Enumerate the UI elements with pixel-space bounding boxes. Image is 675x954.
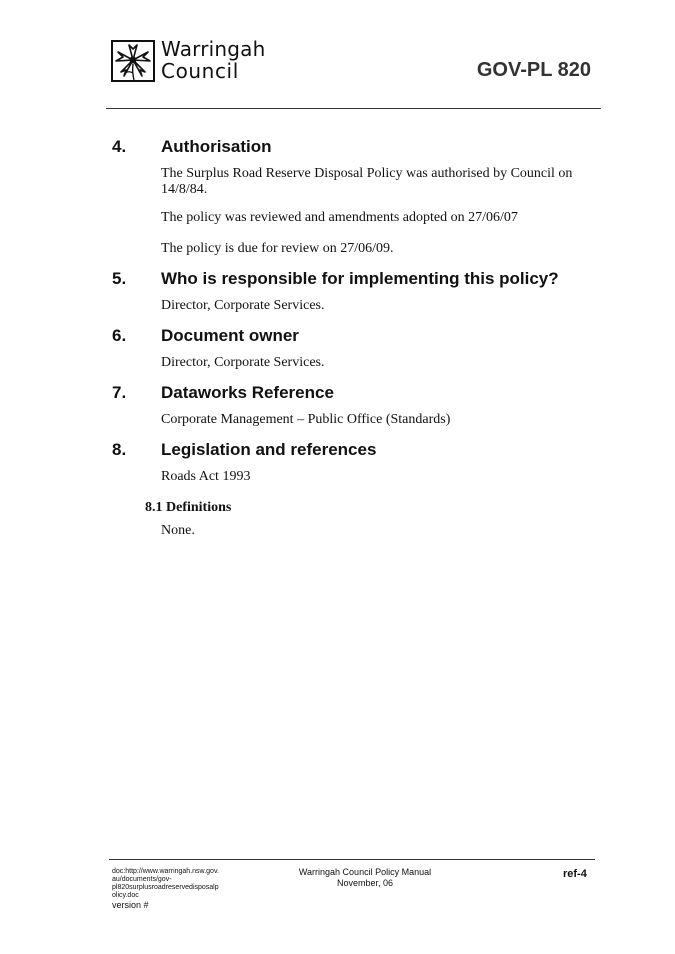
section-title: Authorisation (161, 137, 272, 156)
warringah-council-logo (111, 37, 266, 84)
section-title: Document owner (161, 326, 299, 345)
section-title: Who is responsible for implementing this policy? (161, 269, 559, 288)
section-number: 4. (112, 137, 127, 156)
section-title: Dataworks Reference (161, 383, 334, 402)
footer-path-line: pl820surplusroadreservedisposalp (112, 884, 219, 891)
section-4-heading (112, 137, 272, 157)
flannel-flower-icon (111, 40, 155, 82)
section-8-heading (112, 440, 376, 460)
section-6-heading (112, 326, 299, 346)
section-5-heading (112, 269, 559, 289)
footer-divider (109, 859, 595, 860)
footer-path-line: doc:http://www.warringah.nsw.gov. (112, 868, 219, 875)
footer-manual-date: November, 06 (336, 878, 394, 888)
header-divider (106, 108, 601, 109)
section-6-paragraph-1: Director, Corporate Services. (161, 355, 325, 370)
section-7-heading (112, 383, 334, 403)
section-5-paragraph-1: Director, Corporate Services. (161, 298, 325, 313)
section-4-paragraph-2: The policy was reviewed and amendments adopted on 27/06/07 (161, 210, 518, 225)
document-code: GOV-PL 820 (476, 59, 591, 81)
section-4-paragraph-1: The Surplus Road Reserve Disposal Policy was authorised by Council on 14/8/84. (161, 166, 573, 197)
footer-path-line: au/documents/gov- (112, 876, 172, 883)
footer-page-reference: ref-4 (563, 868, 587, 880)
logo-line-2: Council (161, 59, 239, 83)
section-number: 7. (112, 383, 127, 402)
section-4-paragraph-3: The policy is due for review on 27/06/09. (161, 241, 394, 256)
footer-manual-info (265, 867, 465, 889)
footer-version: version # (112, 900, 149, 910)
section-number: 6. (112, 326, 127, 345)
section-number: 8. (112, 440, 127, 459)
logo-wordmark (161, 38, 266, 82)
footer-document-path (112, 868, 232, 910)
section-7-paragraph-1: Corporate Management – Public Office (Standards) (161, 412, 451, 427)
subsection-8-1-paragraph-1: None. (161, 523, 195, 538)
logo-line-1: Warringah (161, 37, 266, 61)
section-title: Legislation and references (161, 440, 377, 459)
footer-manual-title: Warringah Council Policy Manual (298, 867, 432, 877)
section-8-paragraph-1: Roads Act 1993 (161, 469, 251, 484)
subsection-8-1-heading: 8.1 Definitions (145, 500, 232, 515)
section-number: 5. (112, 269, 127, 288)
footer-path-line: olicy.doc (112, 892, 139, 899)
